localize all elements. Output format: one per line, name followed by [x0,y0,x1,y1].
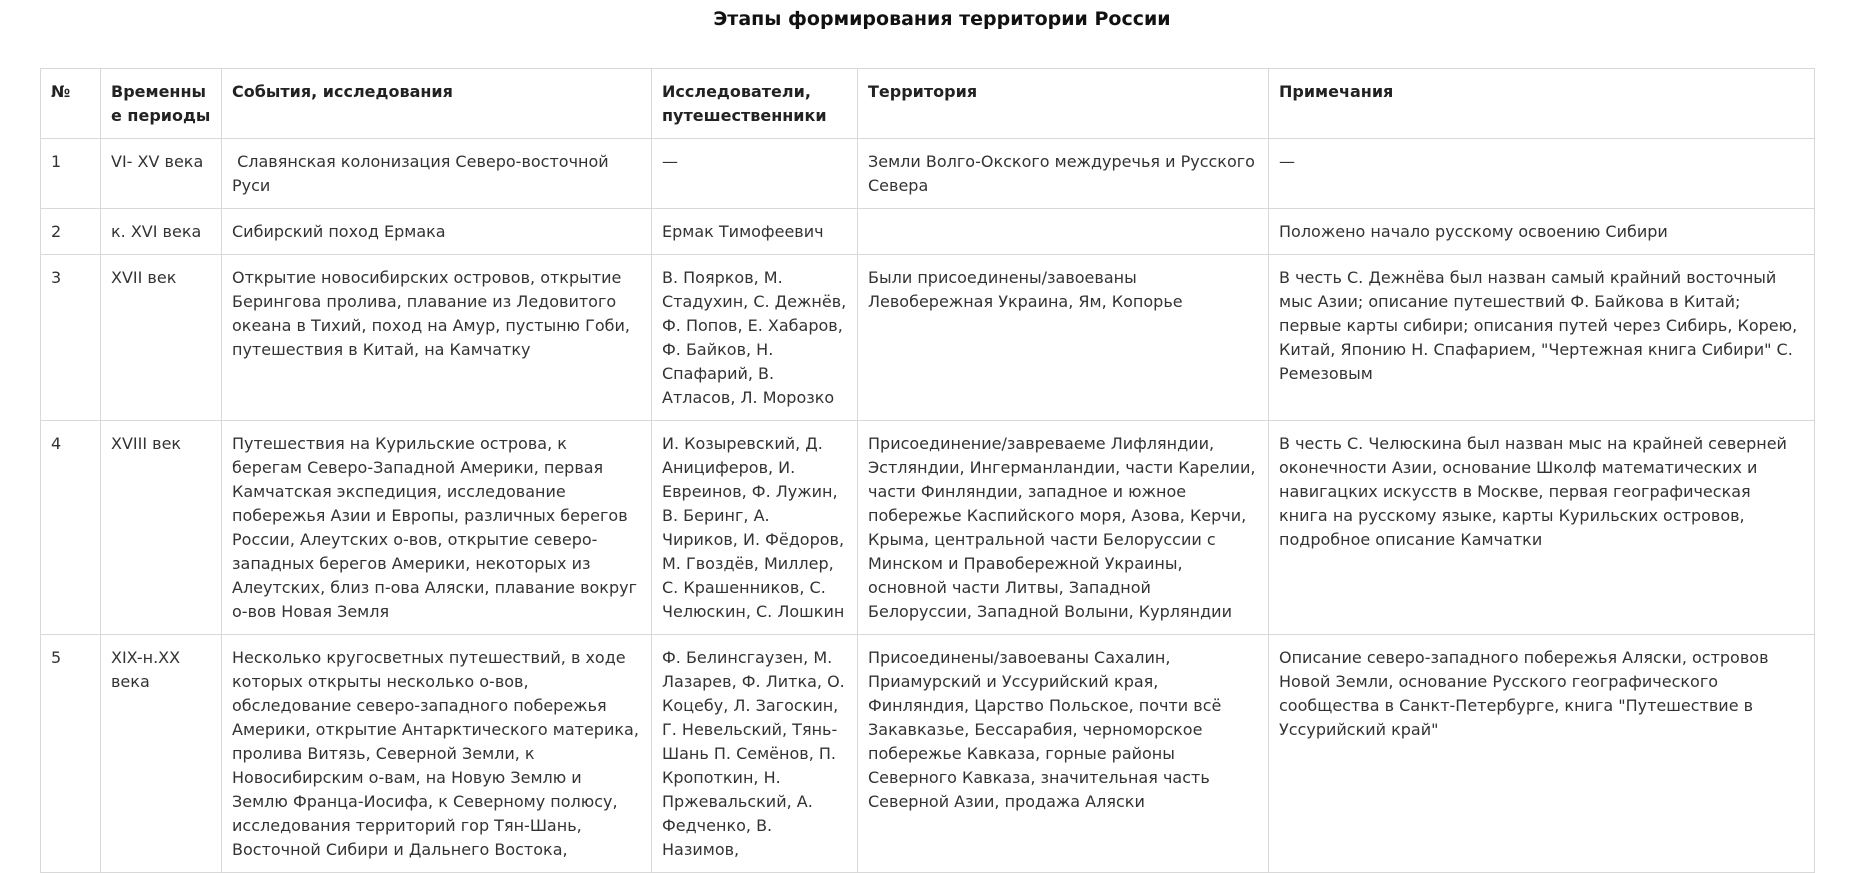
cell-num: 2 [41,209,101,255]
table-right-edge-divider [1814,68,1815,834]
cell-period: XVII век [101,255,222,421]
cell-territory: Присоединение/завреваеме Лифляндии, Эстляндии, Ингерманландии, части Карелии, части Финляндии, западное и южное побережье Каспийского моря, Азова, Керчи, Крыма, центральной части Белоруссии с Минском и Правобережной Украины, основной части Литвы, Западной Белоруссии, Западной Волыни, Курляндии [858,421,1269,635]
cell-num: 1 [41,139,101,209]
cell-events: Несколько кругосветных путешествий, в ходе которых открыты несколько о-вов, обследование северо-западного побережья Америки, открытие Антарктического материка, пролива Витязь, Северной Земли, к Новосибирским о-вам, на Новую Землю и Землю Франца-Иосифа, к Северному полюсу, исследования территорий гор Тян-Шань, Восточной Сибири и Дальнего Востока, [222,635,652,873]
cell-period: XVIII век [101,421,222,635]
cell-explorers: И. Козыревский, Д. Анициферов, И. Евреинов, Ф. Лужин, В. Беринг, А. Чириков, И. Фёдоров, М. Гвоздёв, Миллер, С. Крашенников, С. Челюскин, С. Лошкин [652,421,858,635]
header-territory: Территория [858,69,1269,139]
cell-events: Путешествия на Курильские острова, к берегам Северо-Западной Америки, первая Камчатская экспедиция, исследование побережья Азии и Европы, различных берегов России, Алеутских о-вов, открытие северо-западных берегов Америки, некоторых из Алеутских, близ п-ова Аляски, плавание вокруг о-вов Новая Земля [222,421,652,635]
table-row [41,421,1815,635]
cell-explorers: Ермак Тимофеевич [652,209,858,255]
cell-territory: Присоединены/завоеваны Сахалин, Приамурский и Уссурийский края, Финляндия, Царство Польское, почти всё Закавказье, Бессарабия, черноморское побережье Кавказа, горные районы Северного Кавказа, значительная часть Северной Азии, продажа Аляски [858,635,1269,873]
cell-explorers: Ф. Белинсгаузен, М. Лазарев, Ф. Литка, О. Коцебу, Л. Загоскин, Г. Невельский, Тянь-Шань П. Семёнов, П. Кропоткин, Н. Пржевальский, А. Федченко, В. Назимов, [652,635,858,873]
cell-notes: В честь С. Дежнёва был назван самый крайний восточный мыс Азии; описание путешествий Ф. Байкова в Китай; первые карты сибири; описания путей через Сибирь, Корею, Китай, Японию Н. Спафарием, "Чертежная книга Сибири" С. Ремезовым [1269,255,1815,421]
cell-num: 5 [41,635,101,873]
header-events: События, исследования [222,69,652,139]
cell-num: 4 [41,421,101,635]
header-notes: Примечания [1269,69,1815,139]
cell-events: Открытие новосибирских островов, открытие Берингова пролива, плавание из Ледовитого океана в Тихий, поход на Амур, пустыню Гоби, путешествия в Китай, на Камчатку [222,255,652,421]
header-explorers: Исследователи, путешественники [652,69,858,139]
cell-notes: — [1269,139,1815,209]
table-row [41,209,1815,255]
cell-period: XIX-н.XX века [101,635,222,873]
table-row [41,139,1815,209]
cell-territory: Были присоединены/завоеваны Левобережная Украина, Ям, Копорье [858,255,1269,421]
header-num: № [41,69,101,139]
cell-notes: Положено начало русскому освоению Сибири [1269,209,1815,255]
table-header-row [41,69,1815,139]
cell-events: Сибирский поход Ермака [222,209,652,255]
cell-explorers: В. Поярков, М. Стадухин, С. Дежнёв, Ф. Попов, Е. Хабаров, Ф. Байков, Н. Спафарий, В. Атласов, Л. Морозко [652,255,858,421]
table-row [41,635,1815,873]
cell-notes: Описание северо-западного побережья Аляски, островов Новой Земли, основание Русского географического сообщества в Санкт-Петербурге, книга "Путешествие в Уссурийский край" [1269,635,1815,873]
cell-explorers: — [652,139,858,209]
cell-events: Славянская колонизация Северо-восточной Руси [222,139,652,209]
cell-period: VI- XV века [101,139,222,209]
table-row [41,255,1815,421]
cell-period: к. XVI века [101,209,222,255]
cell-territory [858,209,1269,255]
page-title: Этапы формирования территории России [713,8,1171,30]
cell-territory: Земли Волго-Окского междуречья и Русского Севера [858,139,1269,209]
header-period: Временны е периоды [101,69,222,139]
cell-num: 3 [41,255,101,421]
cell-notes: В честь С. Челюскина был назван мыс на крайней северней оконечности Азии, основание Школф математических и навигацких искусств в Москве, первая географическая книга на русскому языке, карты Курильских островов, подробное описание Камчатки [1269,421,1815,635]
territory-stages-table [40,68,1815,873]
